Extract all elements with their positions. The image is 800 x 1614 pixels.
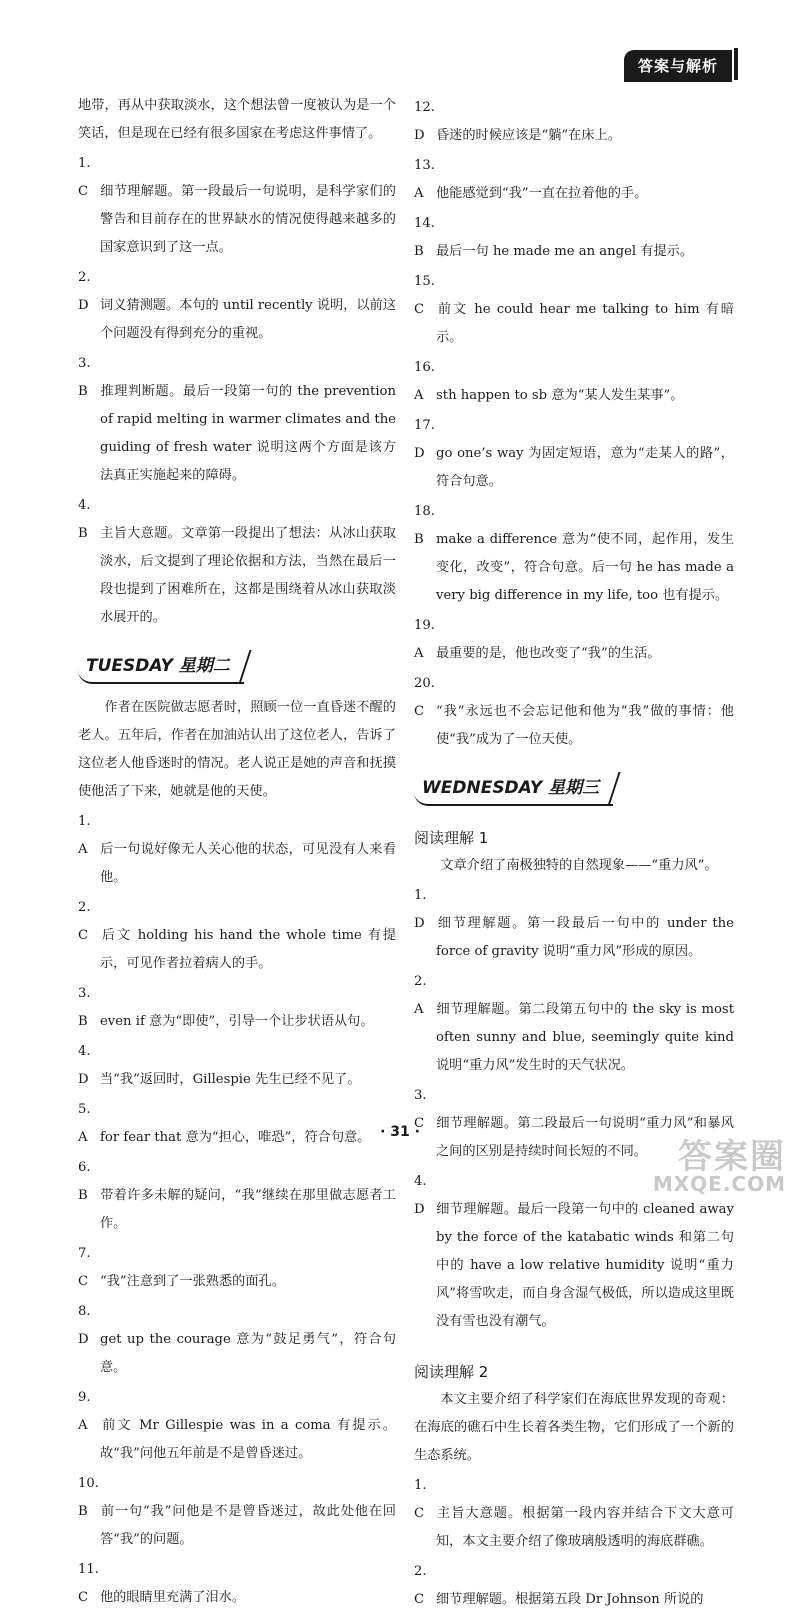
answer-explanation: 前文 he could hear me talking to him 有暗示。 bbox=[436, 302, 734, 345]
answer-list-c bbox=[414, 94, 734, 754]
left-column bbox=[78, 92, 396, 1612]
answer-number: 4. D bbox=[78, 1044, 91, 1087]
answer-number: 17. D bbox=[414, 418, 435, 461]
answer-number: 2. A bbox=[414, 974, 427, 1017]
watermark-text-bottom: MXQE.COM bbox=[652, 1172, 786, 1196]
answer-number: 9. A bbox=[78, 1390, 91, 1433]
intro-continuation: 地带，再从中获取淡水，这个想法曾一度被认为是一个笑话，但是现在已经有很多国家在考虑这件事情了。 bbox=[78, 98, 396, 141]
answer-number: 4. D bbox=[414, 1174, 427, 1217]
wednesday-banner: WEDNESDAY 星期三 bbox=[414, 772, 613, 806]
answer-item bbox=[78, 264, 396, 348]
answer-explanation: “我”注意到了一张熟悉的面孔。 bbox=[100, 1274, 285, 1289]
answer-number: 1. C bbox=[78, 156, 91, 199]
reading1-title: 阅读理解 1 bbox=[414, 829, 489, 847]
answer-number: 20. C bbox=[414, 676, 435, 719]
answer-explanation: for fear that 意为“担心，唯恐”，符合句意。 bbox=[100, 1130, 371, 1145]
section-spacer bbox=[414, 1336, 734, 1350]
answer-item bbox=[414, 670, 734, 754]
answer-item bbox=[78, 1038, 396, 1094]
answer-explanation: 推理判断题。最后一段第一句的 the prevention of rapid melting in warmer climates and the guiding of fresh water 说明这两个方面是该方法真正实施起来的障碍。 bbox=[100, 384, 396, 483]
answer-number: 11. C bbox=[78, 1562, 99, 1605]
answer-explanation: 后一句说好像无人关心他的状态，可见没有人来看他。 bbox=[100, 842, 396, 885]
answer-item bbox=[414, 1558, 734, 1614]
page-number: · 31 · bbox=[380, 1124, 420, 1140]
answer-number: 3. C bbox=[414, 1088, 427, 1131]
answer-explanation: 细节理解题。第二段第五句中的 the sky is most often sunny and blue, seemingly quite kind 说明“重力风”发生时的天气状况。 bbox=[436, 1002, 734, 1073]
answer-explanation: 当“我”返回时，Gillespie 先生已经不见了。 bbox=[100, 1072, 361, 1087]
answer-explanation: 主旨大意题。根据第一段内容并结合下文大意可知，本文主要介绍了像玻璃般透明的海底群礁。 bbox=[436, 1506, 734, 1549]
reading1-summary: 文章介绍了南极独特的自然现象——“重力风”。 bbox=[440, 858, 718, 873]
answer-item bbox=[78, 980, 396, 1036]
answer-item bbox=[414, 210, 734, 266]
answer-number: 10. B bbox=[78, 1476, 99, 1519]
answer-number: 1. A bbox=[78, 814, 91, 857]
answer-explanation: 细节理解题。第一段最后一句说明，是科学家们的警告和目前存在的世界缺水的情况使得越来越多的国家意识到了这一点。 bbox=[100, 184, 396, 255]
answer-number: 3. B bbox=[78, 986, 91, 1029]
answer-item bbox=[414, 612, 734, 668]
answer-number: 2. C bbox=[78, 900, 91, 943]
answer-item bbox=[78, 150, 396, 262]
answer-item bbox=[414, 268, 734, 352]
answer-explanation: sth happen to sb 意为“某人发生某事”。 bbox=[436, 388, 684, 403]
answer-number: 3. B bbox=[78, 356, 91, 399]
answer-item bbox=[78, 350, 396, 490]
answer-item bbox=[78, 894, 396, 978]
answer-item bbox=[414, 968, 734, 1080]
answer-explanation: “我”永远也不会忘记他和他为“我”做的事情：他使“我”成为了一位天使。 bbox=[436, 704, 734, 747]
answer-item bbox=[78, 808, 396, 892]
answer-explanation: 后文 holding his hand the whole time 有提示，可见作者拉着病人的手。 bbox=[100, 928, 396, 971]
right-column bbox=[414, 92, 734, 1614]
answer-explanation: 他能感觉到“我”一直在拉着他的手。 bbox=[436, 186, 648, 201]
answer-explanation: get up the courage 意为“鼓足勇气”，符合句意。 bbox=[100, 1332, 396, 1375]
answer-explanation: 词义猜测题。本句的 until recently 说明，以前这个问题没有得到充分的重视。 bbox=[100, 298, 396, 341]
answer-explanation: 昏迷的时候应该是“躺”在床上。 bbox=[436, 128, 621, 143]
answer-number: 5. A bbox=[78, 1102, 91, 1145]
reading2-answers bbox=[414, 1472, 734, 1614]
watermark-logo bbox=[652, 1137, 786, 1196]
answer-explanation: 前一句“我”问他是不是曾昏迷过，故此处他在回答“我”的问题。 bbox=[100, 1504, 396, 1547]
answer-item bbox=[78, 1470, 396, 1554]
answer-item bbox=[78, 492, 396, 632]
answer-list-a bbox=[78, 150, 396, 632]
answer-item bbox=[78, 1298, 396, 1382]
answer-explanation: 带着许多未解的疑问，“我”继续在那里做志愿者工作。 bbox=[100, 1188, 396, 1231]
answer-number: 4. B bbox=[78, 498, 91, 541]
answer-number: 16. A bbox=[414, 360, 435, 403]
answer-item bbox=[78, 1154, 396, 1238]
answer-explanation: 细节理解题。第二段最后一句说明“重力风”和暴风之间的区别是持续时间长短的不同。 bbox=[436, 1116, 734, 1159]
answer-explanation: 细节理解题。最后一段第一句中的 cleaned away by the force of the katabatic winds 和第二句中的 have a low relative humidity 说明“重力风”将雪吹走，而自身含湿气极低，所以造成这里既没有雪也没有潮气。 bbox=[436, 1202, 734, 1329]
section-header-tab: 答案与解析 bbox=[624, 50, 732, 82]
answer-explanation: make a difference 意为“使不同，起作用，发生变化，改变”，符合句意。后一句 he has made a very big difference in my life, too 也有提示。 bbox=[436, 532, 734, 603]
answer-number: 8. D bbox=[78, 1304, 91, 1347]
answer-list-b bbox=[78, 808, 396, 1612]
answer-item bbox=[414, 882, 734, 966]
answer-number: 2. D bbox=[78, 270, 91, 313]
answer-number: 12. D bbox=[414, 100, 435, 143]
answer-item bbox=[78, 1556, 396, 1612]
answer-explanation: 他的眼睛里充满了泪水。 bbox=[100, 1590, 246, 1605]
answer-item bbox=[78, 1384, 396, 1468]
watermark-text-top: 答案圈 bbox=[678, 1137, 786, 1177]
answer-number: 6. B bbox=[78, 1160, 91, 1203]
answer-number: 19. A bbox=[414, 618, 435, 661]
answer-number: 13. A bbox=[414, 158, 435, 201]
answer-explanation: 最重要的是，他也改变了“我”的生活。 bbox=[436, 646, 661, 661]
answer-explanation: 前文 Mr Gillespie was in a coma 有提示。故“我”问他五年前是不是曾昏迷过。 bbox=[100, 1418, 396, 1461]
answer-item bbox=[414, 412, 734, 496]
answer-explanation: even if 意为“即使”，引导一个让步状语从句。 bbox=[100, 1014, 374, 1029]
answer-number: 1. D bbox=[414, 888, 427, 931]
tuesday-banner: TUESDAY 星期二 bbox=[78, 650, 244, 684]
answer-number: 1. C bbox=[414, 1478, 427, 1521]
answer-number: 18. B bbox=[414, 504, 435, 547]
answer-number: 14. B bbox=[414, 216, 435, 259]
answer-number: 15. C bbox=[414, 274, 435, 317]
answer-explanation: 最后一句 he made me an angel 有提示。 bbox=[436, 244, 694, 259]
tuesday-summary: 作者在医院做志愿者时，照顾一位一直昏迷不醒的老人。五年后，作者在加油站认出了这位老人，告诉了这位老人他昏迷时的情况。老人说正是她的声音和抚摸使他活了下来，她就是他的天使。 bbox=[78, 700, 396, 799]
answer-item bbox=[78, 1240, 396, 1296]
answer-item bbox=[414, 94, 734, 150]
answer-explanation: go one’s way 为固定短语，意为“走某人的路”，符合句意。 bbox=[436, 446, 734, 489]
answer-item bbox=[414, 354, 734, 410]
answer-item bbox=[414, 152, 734, 208]
answer-explanation: 主旨大意题。文章第一段提出了想法：从冰山获取淡水，后文提到了理论依据和方法，当然在最后一段也提到了困难所在，这都是围绕着从冰山获取淡水展开的。 bbox=[100, 526, 396, 625]
reading2-summary: 本文主要介绍了科学家们在海底世界发现的奇观：在海底的礁石中生长着各类生物，它们形成了一个新的生态系统。 bbox=[414, 1392, 734, 1463]
answer-number: 7. C bbox=[78, 1246, 91, 1289]
answer-item bbox=[414, 1472, 734, 1556]
reading1-answers bbox=[414, 882, 734, 1336]
answer-item bbox=[414, 498, 734, 610]
reading2-title: 阅读理解 2 bbox=[414, 1363, 489, 1381]
answer-explanation: 细节理解题。第一段最后一句中的 under the force of gravity 说明“重力风”形成的原因。 bbox=[436, 916, 734, 959]
answer-number: 2. C bbox=[414, 1564, 427, 1607]
header-accent-bar bbox=[734, 48, 738, 80]
answer-explanation: 细节理解题。根据第五段 Dr Johnson 所说的 bbox=[436, 1592, 704, 1607]
